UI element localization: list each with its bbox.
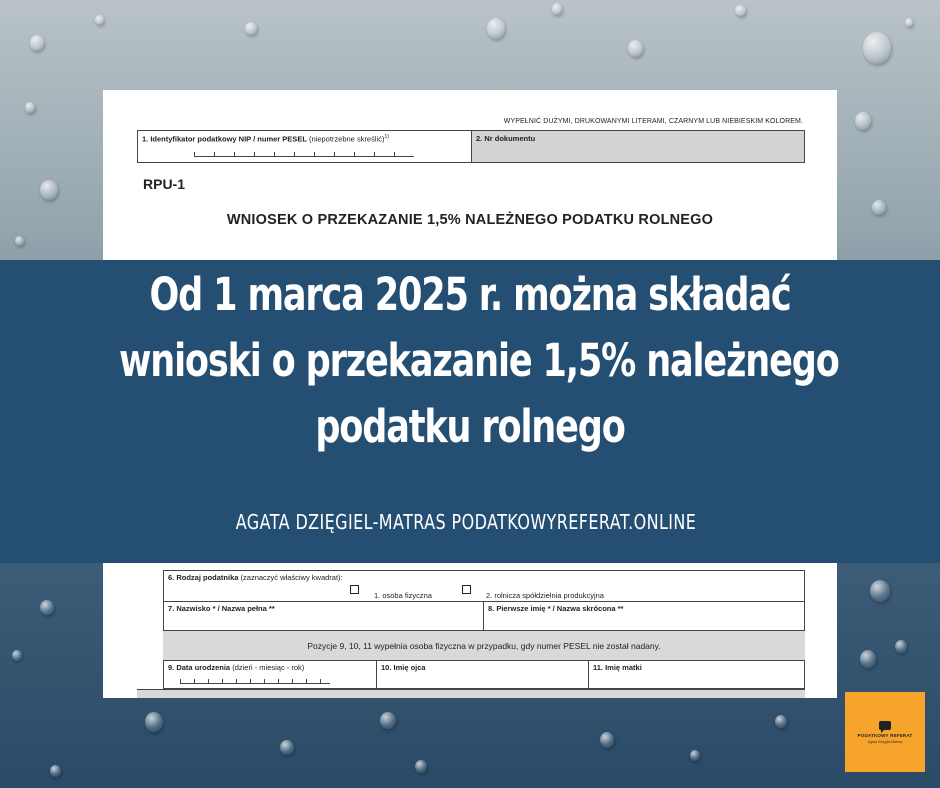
date-digit-boxes xyxy=(180,679,330,684)
logo-name: PODATKOWY REFERAT xyxy=(857,732,913,738)
checkbox-cooperative xyxy=(462,585,471,594)
brand-logo xyxy=(845,692,925,772)
option-cooperative: 2. rolnicza spółdzielnia produkcyjna xyxy=(486,591,604,600)
checkbox-natural-person xyxy=(350,585,359,594)
field-taxpayer-type-label: 6. Rodzaj podatnika xyxy=(168,573,239,582)
personal-data-row xyxy=(163,660,805,689)
author-credit: AGATA DZIĘGIEL-MATRAS PODATKOWYREFERAT.ONLINE xyxy=(235,510,697,534)
form-header-row xyxy=(137,130,805,163)
field-surname: 7. Nazwisko * / Nazwa pełna ** xyxy=(164,602,484,630)
form-excerpt-bottom xyxy=(103,560,837,698)
headline-line-2: wnioski o przekazanie 1,5% należnego xyxy=(119,334,839,387)
field-nip-pesel xyxy=(138,131,472,162)
field-nip-footnote: 1) xyxy=(384,134,389,140)
nip-digit-boxes xyxy=(194,152,414,157)
logo-subtitle: Agata Dzięgiel-Matras xyxy=(867,739,903,744)
form-title: WNIOSEK O PRZEKAZANIE 1,5% NALEŻNEGO PODATKU ROLNEGO xyxy=(226,212,714,228)
field-nip-label: 1. Identyfikator podatkowy NIP / numer PESEL xyxy=(142,134,307,144)
form-instruction: WYPEŁNIĆ DUŻYMI, DRUKOWANYMI LITERAMI, CZARNYM LUB NIEBIESKIM KOLOREM. xyxy=(503,118,803,125)
field-birth-date xyxy=(164,661,377,688)
field-document-number: 2. Nr dokumentu xyxy=(472,131,804,162)
headline-line-1: Od 1 marca 2025 r. można składać xyxy=(149,268,791,321)
field-father-name: 10. Imię ojca xyxy=(377,661,589,688)
headline-text xyxy=(119,262,839,460)
option-natural-person: 1. osoba fizyczna xyxy=(374,591,432,600)
field-nip-label-note: (niepotrzebne skreślić) xyxy=(306,134,385,144)
name-row xyxy=(163,601,805,631)
headline-line-3: podatku rolnego xyxy=(315,400,625,453)
form-section-strip xyxy=(137,689,805,698)
chat-bubble-icon xyxy=(879,721,891,730)
field-taxpayer-type-note: (zaznaczyć właściwy kwadrat): xyxy=(238,573,343,582)
field-taxpayer-type xyxy=(163,570,805,602)
field-first-name: 8. Pierwsze imię * / Nazwa skrócona ** xyxy=(488,604,624,613)
form-note: Pozycje 9, 10, 11 wypełnia osoba fizyczna w przypadku, gdy numer PESEL nie został nadany. xyxy=(163,631,805,661)
field-birth-date-note: (dzień - miesiąc - rok) xyxy=(230,663,305,672)
form-excerpt-top xyxy=(103,90,837,265)
field-birth-date-label: 9. Data urodzenia xyxy=(168,663,231,672)
field-mother-name: 11. Imię matki xyxy=(593,663,642,672)
form-code: RPU-1 xyxy=(143,176,186,192)
